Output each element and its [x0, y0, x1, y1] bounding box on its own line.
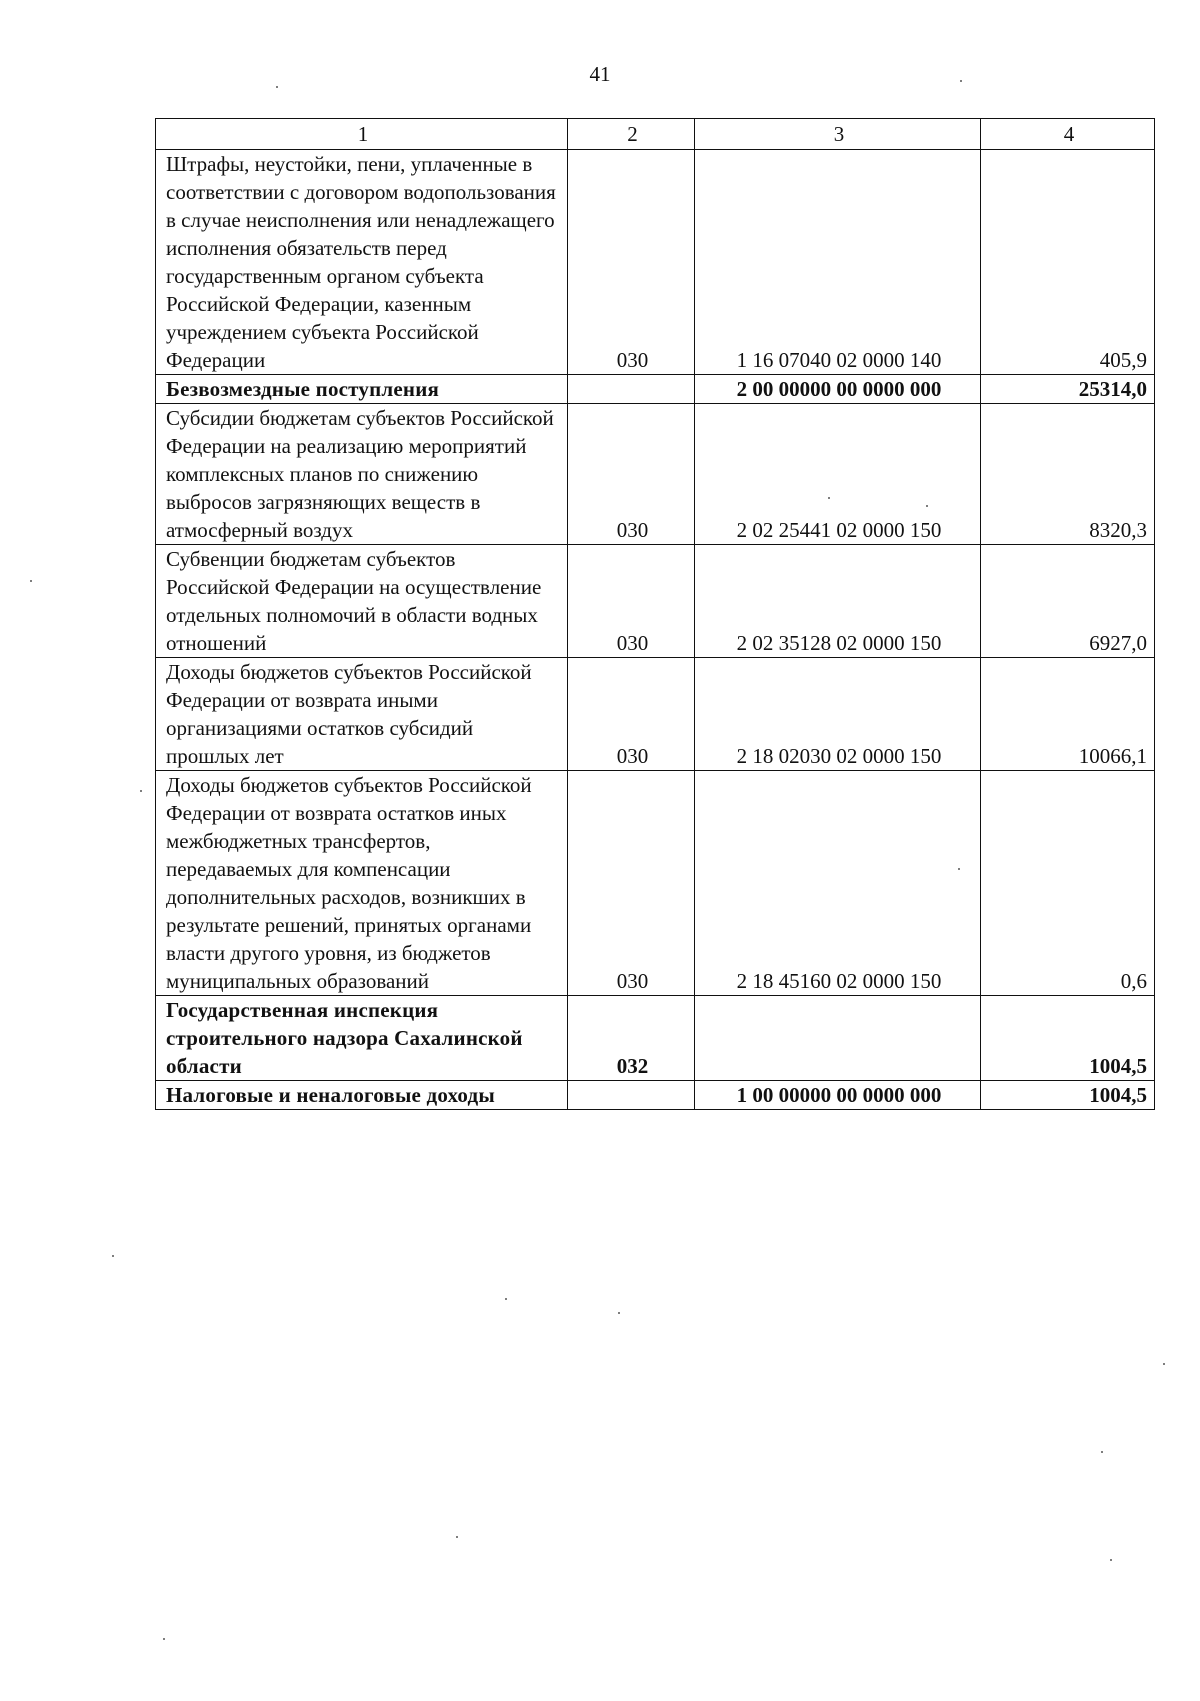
row-amount: 405,9	[981, 150, 1155, 375]
header-cell-1: 1	[156, 119, 568, 150]
row-amount: 1004,5	[981, 996, 1155, 1081]
row-code: 030	[568, 150, 695, 375]
table-row	[156, 545, 1155, 658]
revenue-table	[155, 118, 1155, 1110]
row-code: 030	[568, 658, 695, 771]
row-code	[568, 375, 695, 404]
row-code	[568, 1081, 695, 1110]
table-row	[156, 375, 1155, 404]
row-name: Доходы бюджетов субъектов Российской Федерации от возврата иными организациями остатков субсидий прошлых лет	[156, 658, 568, 771]
row-amount: 8320,3	[981, 404, 1155, 545]
row-code: 030	[568, 545, 695, 658]
row-amount: 6927,0	[981, 545, 1155, 658]
table-row	[156, 771, 1155, 996]
row-kbk: 2 02 25441 02 0000 150	[695, 404, 981, 545]
row-name: Государственная инспекция строительного надзора Сахалинской области	[156, 996, 568, 1081]
row-name: Субвенции бюджетам субъектов Российской Федерации на осуществление отдельных полномочий в области водных отношений	[156, 545, 568, 658]
row-name: Субсидии бюджетам субъектов Российской Федерации на реализацию мероприятий комплексных планов по снижению выбросов загрязняющих веществ в атмосферный воздух	[156, 404, 568, 545]
row-name: Безвозмездные поступления	[156, 375, 568, 404]
table-row	[156, 150, 1155, 375]
row-kbk: 1 16 07040 02 0000 140	[695, 150, 981, 375]
row-code: 030	[568, 404, 695, 545]
row-name: Штрафы, неустойки, пени, уплаченные в соответствии с договором водопользования в случае неисполнения или ненадлежащего исполнения обязательств перед государственным органом субъекта Российской Федерации, казенным учреждением субъекта Российской Федерации	[156, 150, 568, 375]
row-kbk: 1 00 00000 00 0000 000	[695, 1081, 981, 1110]
row-code: 030	[568, 771, 695, 996]
header-cell-3: 3	[695, 119, 981, 150]
header-cell-2: 2	[568, 119, 695, 150]
row-kbk: 2 00 00000 00 0000 000	[695, 375, 981, 404]
row-amount: 0,6	[981, 771, 1155, 996]
row-code: 032	[568, 996, 695, 1081]
row-kbk: 2 18 45160 02 0000 150	[695, 771, 981, 996]
row-amount: 10066,1	[981, 658, 1155, 771]
row-kbk: 2 02 35128 02 0000 150	[695, 545, 981, 658]
row-name: Доходы бюджетов субъектов Российской Федерации от возврата остатков иных межбюджетных трансфертов, передаваемых для компенсации дополнительных расходов, возникших в результате решений, принятых органами власти другого уровня, из бюджетов муниципальных образований	[156, 771, 568, 996]
row-kbk: 2 18 02030 02 0000 150	[695, 658, 981, 771]
table-header-row	[156, 119, 1155, 150]
row-kbk	[695, 996, 981, 1081]
table-row	[156, 658, 1155, 771]
page-number: 41	[589, 62, 611, 86]
table-row	[156, 404, 1155, 545]
row-amount: 25314,0	[981, 375, 1155, 404]
table-row	[156, 1081, 1155, 1110]
table-row	[156, 996, 1155, 1081]
row-amount: 1004,5	[981, 1081, 1155, 1110]
header-cell-4: 4	[981, 119, 1155, 150]
row-name: Налоговые и неналоговые доходы	[156, 1081, 568, 1110]
